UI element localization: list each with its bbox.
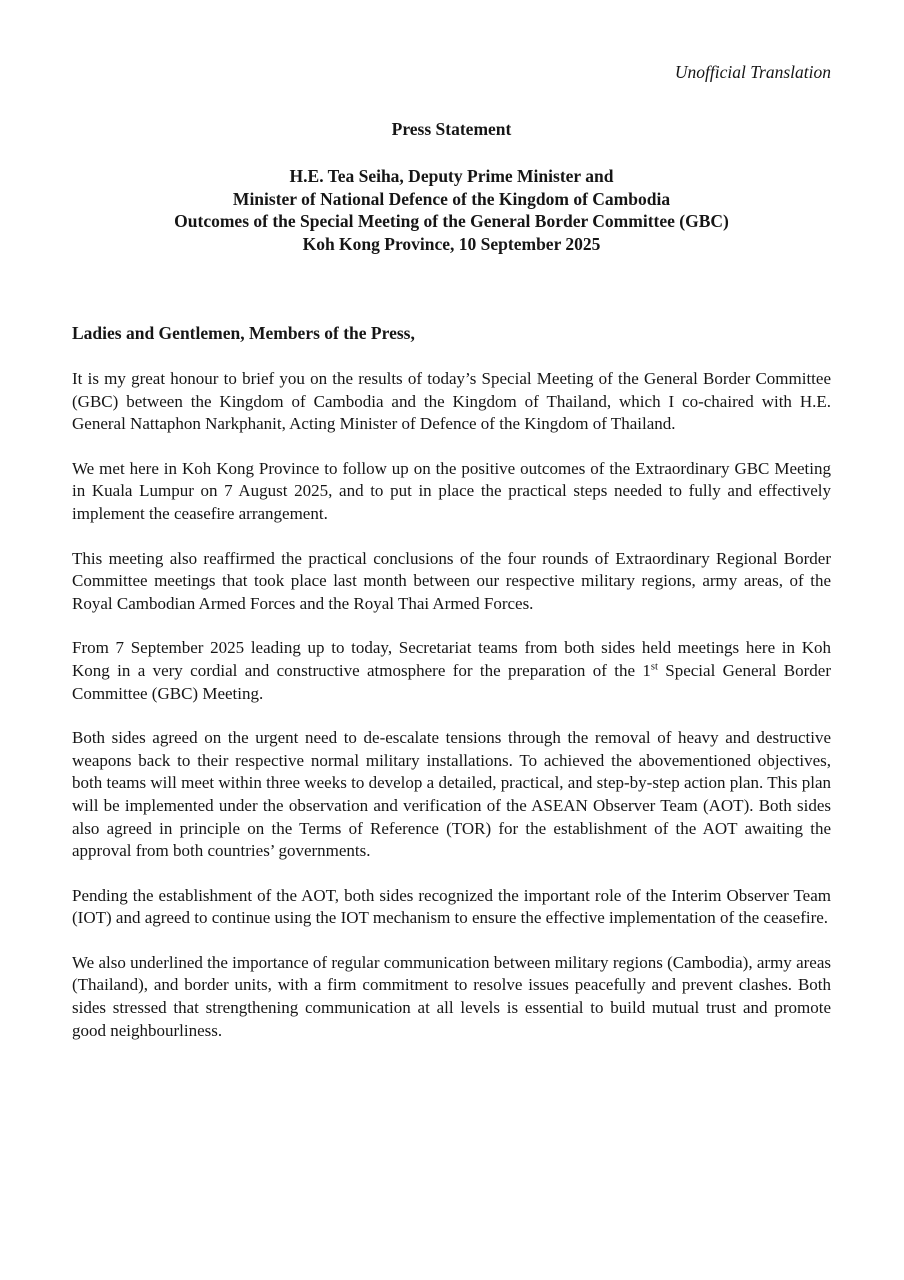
document-title: Press Statement <box>391 119 512 139</box>
paragraph-honour-to-brief: It is my great honour to brief you on the results of today’s Special Meeting of the General Border Committee (GBC) between the Kingdom of Cambodia and the Kingdom of Thailand, which I co-chaired with H.E. General Nattaphon Narkphanit, Acting Minister of Defence of the Kingdom of Thailand. <box>72 369 831 434</box>
paragraph-secretariat-teams-text-end: Special General Border Committee (GBC) Meeting. <box>72 660 831 703</box>
heading-line-subject: Outcomes of the Special Meeting of the General Border Committee (GBC) <box>174 211 729 231</box>
superscript-ordinal: st <box>650 661 658 673</box>
document-heading-block <box>72 165 831 255</box>
salutation: Ladies and Gentlemen, Members of the Press, <box>72 323 415 343</box>
heading-line-place-date: Koh Kong Province, 10 September 2025 <box>302 233 601 254</box>
paragraph-rbc-meetings: This meeting also reaffirmed the practical conclusions of the four rounds of Extraordinary Regional Border Committee meetings that took place last month between our respective military regions, army areas, of the Royal Cambodian Armed Forces and the Royal Thai Armed Forces. <box>72 548 831 613</box>
heading-line-ministry: Minister of National Defence of the Kingdom of Cambodia <box>232 188 671 209</box>
paragraph-regular-communication: We also underlined the importance of regular communication between military regions (Cambodia), army areas (Thailand), and border units, with a firm commitment to resolve issues peacefully and prevent clashes. Both sides stressed that strengthening communication at all levels is essential to build mutual trust and promote good neighbourliness. <box>72 952 831 1040</box>
paragraph-de-escalate-weapons: Both sides agreed on the urgent need to de-escalate tensions through the removal of heavy and destructive weapons back to their respective normal military installations. To achieved the abovementioned objectives, both teams will meet within three weeks to develop a detailed, practical, and step-by-step action plan. This plan will be implemented under the observation and verification of the ASEAN Observer Team (AOT). Both sides also agreed in principle on the Terms of Reference (TOR) for the establishment of the AOT awaiting the approval from both countries’ governments. <box>72 728 831 861</box>
heading-line-author: H.E. Tea Seiha, Deputy Prime Minister and <box>289 166 614 186</box>
paragraph-koh-kong-follow-up: We met here in Koh Kong Province to follow up on the positive outcomes of the Extraordinary GBC Meeting in Kuala Lumpur on 7 August 2025, and to put in place the practical steps needed to fully and effectively implement the ceasefire arrangement. <box>72 458 831 523</box>
paragraph-interim-observer-team: Pending the establishment of the AOT, both sides recognized the important role of the Interim Observer Team (IOT) and agreed to continue using the IOT mechanism to ensure the effective implementation of the ceasefire. <box>72 885 831 928</box>
paragraph-secretariat-teams <box>72 637 831 705</box>
unofficial-translation-note: Unofficial Translation <box>674 62 831 82</box>
paragraph-secretariat-teams-text-start: From 7 September 2025 leading up to today, Secretariat teams from both sides held meetings here in Koh Kong in a very cordial and constructive atmosphere for the preparation of the 1 <box>72 638 831 680</box>
